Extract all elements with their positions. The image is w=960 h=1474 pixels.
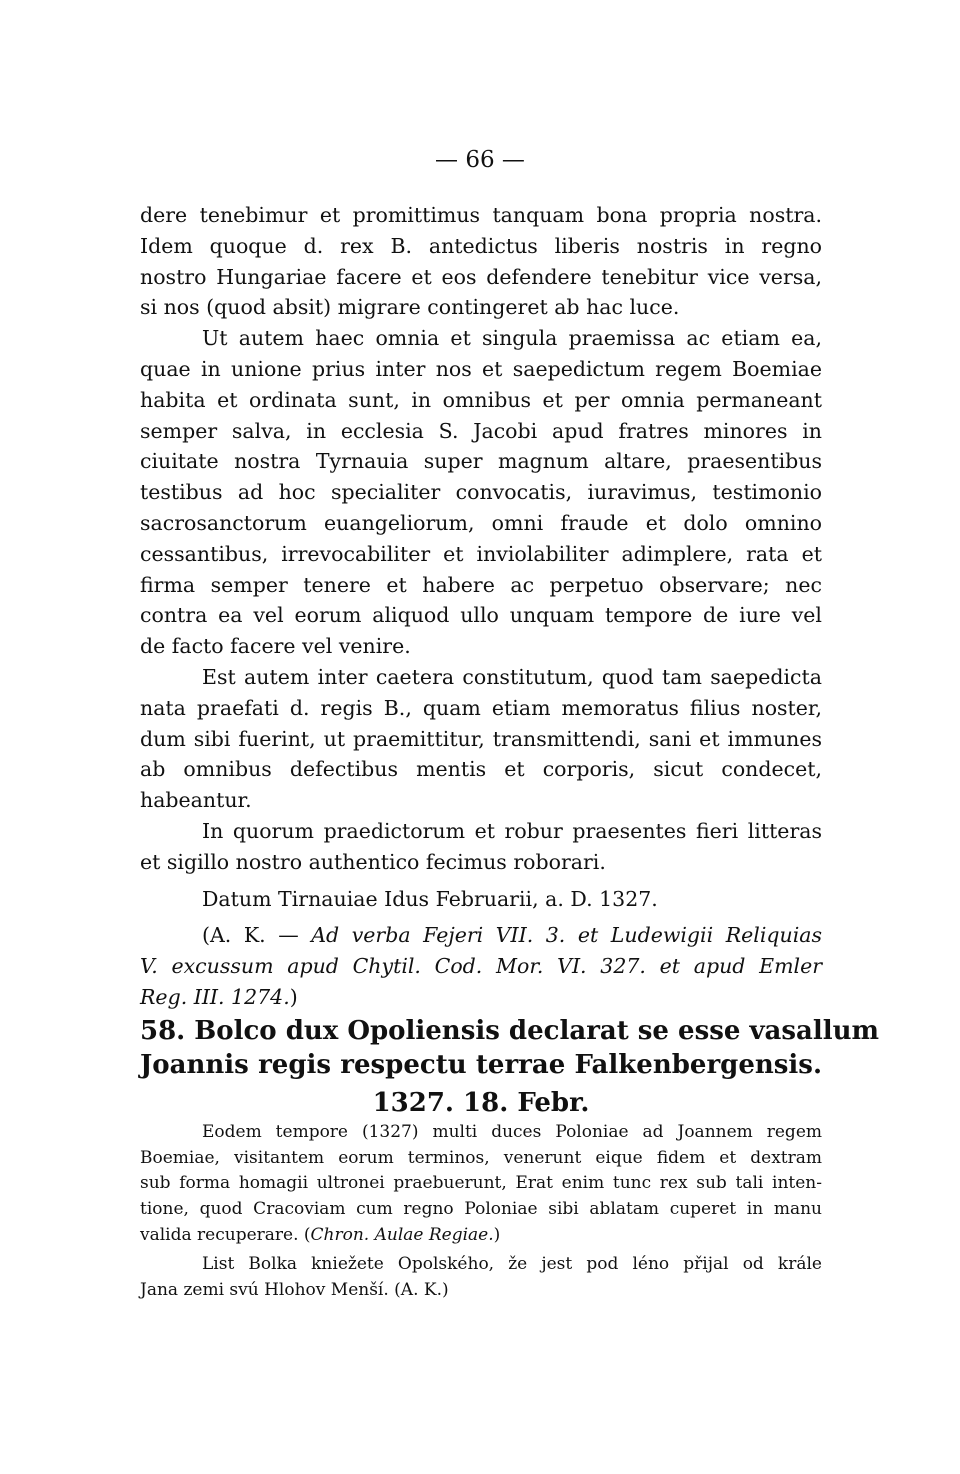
text-line: In quorum praedictorum et robur praesentes fieri litteras — [202, 818, 822, 843]
summary-text: valida recuperare. ( — [140, 1224, 311, 1245]
heading-line: 58. Bolco dux Opoliensis declarat se esse vasallum — [140, 1016, 880, 1046]
text-line: semper salva, in ecclesia S. Jacobi apud fratres minores in — [140, 418, 822, 443]
text-line: si nos (quod absit) migrare contingeret ab hac luce. — [140, 295, 680, 320]
source-note-siglum: (A. K. — — [202, 923, 312, 948]
summary-line: tione, quod Cracoviam cum regno Poloniae sibi ablatam cuperet in manu — [140, 1199, 822, 1220]
document-summary — [140, 1120, 822, 1304]
text-line: testibus ad hoc specialiter convocatis, iuravimus, testimonio — [140, 480, 822, 505]
text-line: contra ea vel eorum aliquod ullo unquam tempore de iure vel — [140, 603, 822, 628]
text-line: et sigillo nostro authentico fecimus roborari. — [140, 849, 606, 874]
text-line: ab omnibus defectibus mentis et corporis, sicut condecet, — [140, 757, 822, 782]
czech-summary-line: Jana zemi svú Hlohov Menší. (A. K.) — [140, 1280, 449, 1301]
text-line: dere tenebimur et promittimus tanquam bona propria nostra. — [140, 203, 822, 227]
text-line: Idem quoque d. rex B. antedictus liberis nostris in regno — [140, 233, 822, 258]
source-note-line: V. excussum apud Chytil. Cod. Mor. VI. 327. et apud Emler — [140, 954, 822, 979]
document-heading — [140, 1014, 880, 1120]
datum-line: Datum Tirnauiae Idus Februarii, a. D. 1327. — [202, 886, 658, 911]
summary-source: Chron. Aulae Regiae. — [310, 1224, 494, 1245]
summary-line: Eodem tempore (1327) multi duces Poloniae ad Joannem regem — [202, 1122, 822, 1142]
text-line: dum sibi fuerint, ut praemittitur, transmittendi, sani et immunes — [140, 726, 822, 751]
text-line: habeantur. — [140, 788, 252, 813]
text-line: sacrosanctorum euangeliorum, omni fraude et dolo omnino — [140, 510, 822, 535]
text-line: de facto facere vel venire. — [140, 634, 411, 659]
source-note-line — [140, 920, 822, 951]
text-line: Ut autem haec omnia et singula praemissa ac etiam ea, — [202, 326, 822, 351]
source-note-reference: Ad verba Fejeri VII. 3. et Ludewigii Reliquias — [311, 923, 822, 948]
summary-line: sub forma homagii ultronei praebuerunt, Erat enim tunc rex sub tali inten- — [140, 1173, 822, 1194]
text-line: habita et ordinata sunt, in omnibus et per omnia permaneant — [140, 387, 822, 412]
text-line: quae in unione prius inter nos et saepedictum regem Boemiae — [140, 356, 822, 381]
summary-close: ) — [493, 1224, 501, 1245]
text-line: firma semper tenere et habere ac perpetuo observare; nec — [140, 572, 822, 597]
source-note-close: ) — [289, 984, 298, 1009]
heading-line: Joannis regis respectu terrae Falkenbergensis. — [140, 1050, 822, 1080]
text-line: nata praefati d. regis B., quam etiam memoratus filius noster, — [140, 695, 822, 720]
charter-text — [140, 200, 822, 1013]
source-note-line — [140, 982, 822, 1013]
text-line: ciuitate nostra Tyrnauia super magnum altare, praesentibus — [140, 449, 822, 474]
summary-line — [140, 1223, 822, 1249]
heading-date: 1327. 18. Febr. — [372, 1088, 590, 1118]
text-line: nostro Hungariae facere et eos defendere tenebitur vice versa, — [140, 264, 822, 289]
text-line: Est autem inter caetera constitutum, quod tam saepedicta — [202, 664, 822, 689]
summary-line: Boemiae, visitantem eorum terminos, venerunt eique fidem et dextram — [140, 1147, 822, 1168]
czech-summary-line: List Bolka kniežete Opolského, že jest pod léno přijal od krále — [202, 1254, 822, 1275]
page-number: — 66 — — [435, 147, 525, 173]
text-line: cessantibus, irrevocabiliter et inviolabiliter adimplere, rata et — [140, 541, 822, 566]
source-note-reference: Reg. III. 1274. — [140, 984, 290, 1009]
